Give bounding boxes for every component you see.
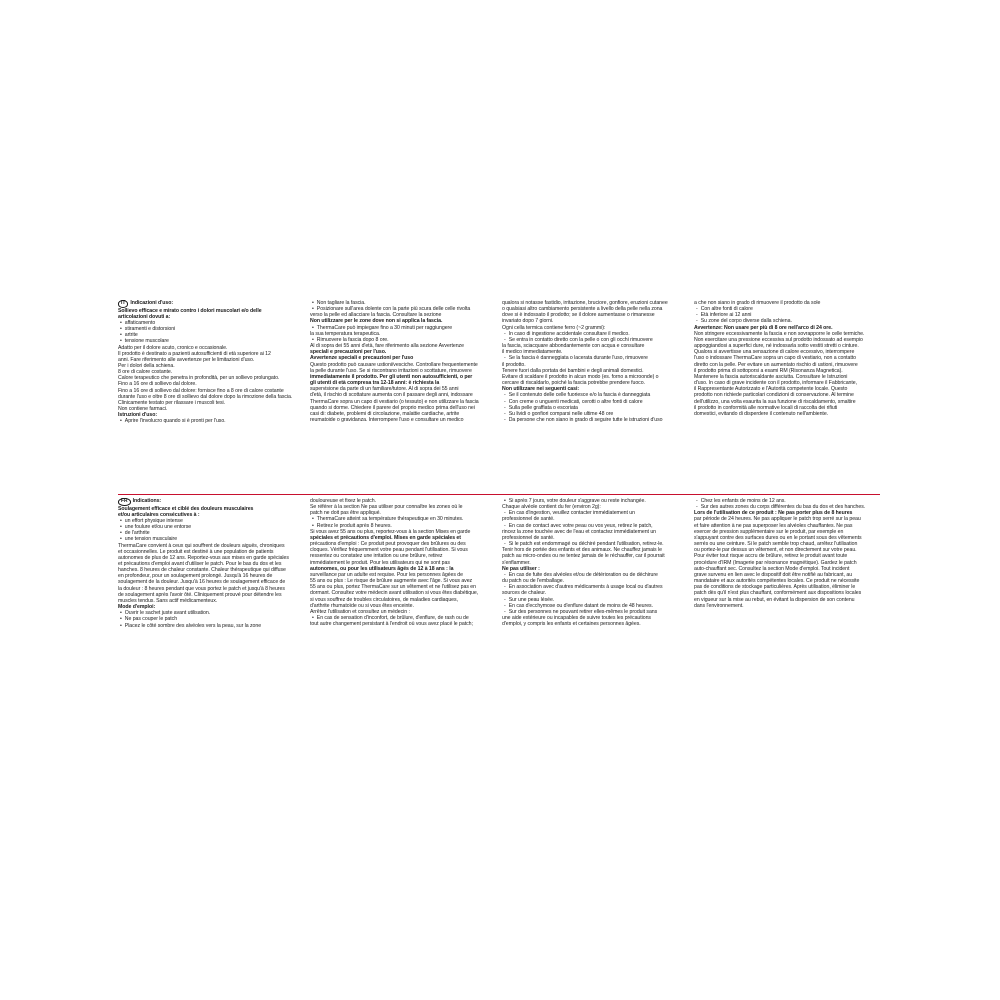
text-line: • stiramenti e distorsioni	[118, 326, 302, 332]
text-line: supervisione da parte di un familiare/tutore. Al di sopra dei 55 anni	[310, 386, 459, 393]
text-line: mandataire et aux autorités compétentes locales. Ce produit ne nécessite	[694, 578, 860, 585]
text-line: Soulagement efficace et ciblé des douleurs musculaires	[118, 505, 254, 512]
text-line: Adatto per il dolore acuto, cronico e occasionale.	[118, 344, 228, 351]
text-line: Ne pas utiliser :	[502, 565, 540, 572]
text-line: Il prodotto è destinato a pazienti autosufficienti di età superiore ai 12	[118, 350, 271, 357]
text-line: il prodotto in conformità alle normative locali di raccolta dei rifiuti	[694, 404, 838, 411]
text-line: Non esercitare una pressione eccessiva sul prodotto indossato ad esempio	[694, 336, 863, 343]
text-line: Non contiene farmaci.	[118, 406, 168, 413]
section-heading	[118, 300, 302, 308]
text-line: • Posizionare sull'area dolente con la parte più scura delle celle rivolta	[310, 306, 494, 312]
text-line: précautions d'emploi : Ce produit peut provoquer des brûlures ou des	[310, 541, 466, 548]
text-line: et/ou articulaires consécutives à :	[118, 511, 200, 518]
section-heading-text: Indicazioni d'uso:	[130, 300, 174, 306]
text-line: • Aprire l'involucro quando si è pronti per l'uso.	[118, 418, 302, 424]
text-line: l'uso o indossare ThermaCare sopra un capo di vestiario, non a contatto	[694, 355, 856, 362]
text-line: s'enflammer.	[502, 559, 531, 566]
text-line: - Da persone che non siano in grado di seguire tutte le istruzioni d'uso	[502, 417, 686, 423]
text-line: o qualsiasi altro cambiamento persistente a livello della pelle nella zona	[502, 306, 663, 313]
text-line: exercer de pression supplémentaire sur le produit, par exemple en	[694, 528, 844, 535]
text-line: serrés ou une ceinture. Si le patch semble trop chaud, arrêtez l'utilisation	[694, 541, 858, 548]
section-heading	[118, 498, 302, 506]
text-line: Non stringere eccessivamente la fascia e non sovrapporre le celle termiche.	[694, 330, 865, 337]
text-line: Calore terapeutico che penetra in profondità, per un sollievo prolungato.	[118, 375, 280, 382]
text-line: immediatamente il prodotto. Per gli utenti non autosufficienti, o per	[310, 373, 473, 380]
text-line: surveillance par un adulte est requise. Pour les personnes âgées de	[310, 571, 463, 578]
text-line: et occasionnelles. Le produit est destiné à une population de patients	[118, 548, 274, 555]
text-line: Non utilizzare per le zone dove non si applica la fascia.	[310, 318, 443, 325]
text-line: 8 ore di calore costante.	[118, 369, 173, 376]
text-line: • Retirez le produit après 8 heures.	[310, 523, 494, 529]
text-line: • une foulure et/ou une entorse	[118, 524, 302, 530]
text-line: qualora si notasse fastidio, irritazione, bruciore, gonfiore, eruzioni cutanee	[502, 300, 668, 306]
text-line: - Se la fascia è danneggiata o lacerata durante l'uso, rimuovere	[502, 355, 686, 361]
text-line: pas de conditions de stockage particulières. Après utilisation, éliminer le	[694, 584, 856, 591]
text-line: - Su zone del corpo diverse dalla schiena.	[694, 318, 878, 324]
text-line: dell'utilizzo, una volta esaurita la sua funzione di riscaldamento, smaltire	[694, 398, 856, 405]
text-line: - Si le patch est endommagé ou déchiré pendant l'utilisation, retirez-le.	[502, 541, 686, 547]
text-line: en profondeur, pour un soulagement prolongé. Jusqu'à 16 heures de	[118, 573, 273, 580]
text-line: durante l'uso e oltre 8 ore di sollievo dal dolore dopo la rimozione della fascia.	[118, 393, 293, 400]
text-line: gli utenti di età compresa tra 12-18 anni: è richiesta la	[310, 380, 440, 387]
text-line: autonomes, ou pour les utilisateurs âgés de 12 à 18 ans : la	[310, 565, 454, 572]
text-line: la douleur : 8 heures pendant que vous portez le patch et jusqu'à 8 heures	[118, 585, 285, 592]
italian-section	[118, 300, 878, 492]
text-line: dove si è indossato il prodotto; se il dolore aumentasse o rimanesse	[502, 312, 655, 319]
text-line: Istruzioni d'uso:	[118, 412, 157, 419]
text-line: il medico immediatamente.	[502, 349, 563, 356]
text-line: 55 ans ou plus : Le risque de brûlure augmente avec l'âge. Si vous avez	[310, 578, 473, 585]
it-column-1	[118, 300, 302, 492]
text-line: douloureuse et fixez le patch.	[310, 498, 376, 504]
text-line: de soulagement après l'avoir ôté. Cliniquement prouvé pour détendre les	[118, 591, 282, 598]
text-line: Questo prodotto può causare ustioni/vesciche. Controllare frequentemente	[310, 361, 478, 368]
section-divider	[118, 494, 880, 495]
text-line: rincez la zone touchée avec de l'eau et contactez immédiatement un	[502, 528, 656, 535]
text-line: il prodotto.	[502, 361, 526, 368]
text-line: si vous souffrez de troubles circulatoires, de maladies cardiaques,	[310, 596, 458, 603]
text-line: du patch ou de l'emballage.	[502, 578, 564, 585]
text-line: Ogni cella termica contiene ferro (~2 grammi):	[502, 324, 606, 331]
text-line: et faire attention à ne pas superposer les alvéoles chauffantes. Ne pas	[694, 522, 853, 529]
text-line: Sollievo efficace e mirato contro i dolori muscolari e/o delle	[118, 307, 262, 314]
it-column-4	[694, 300, 878, 492]
text-line: en vigueur sur la mise au rebut, en évitant la dispersion de son contenu	[694, 596, 855, 603]
text-line: • tensione muscolare	[118, 338, 302, 344]
text-line: - Se entra in contatto diretto con la pelle o con gli occhi rimuovere	[502, 337, 686, 343]
text-line: la fascia, sciacquare abbondantemente con acqua e consultare	[502, 343, 645, 350]
text-line: - En cas de fuite des alvéoles et/ou de détérioration ou de déchirure	[502, 572, 686, 578]
text-line: spéciales et précautions d'emploi. Mises en garde spéciales et	[310, 534, 461, 541]
text-line: domestici, evitando di disperdere il contenuto nell'ambiente.	[694, 410, 829, 417]
text-line: appoggiandosi a superfici dure, né indossarla sotto vestiti stretti o cinture.	[694, 343, 859, 350]
text-line: la sua temperatura terapeutica.	[310, 330, 381, 337]
text-line: hanches. 8 heures de chaleur constante. Chaleur thérapeutique qui diffuse	[118, 567, 286, 574]
text-line: prodotto non richiede particolari condizioni di conservazione. Al termine	[694, 392, 854, 399]
text-line: il Rappresentante Autorizzato e l'Autorità competente locale. Questo	[694, 386, 848, 393]
fr-column-1	[118, 498, 302, 700]
text-line: • artrite	[118, 332, 302, 338]
text-line: anni. Fare riferimento alle avvertenze per le limitazioni d'uso.	[118, 356, 255, 363]
text-line: - Sur une peau lésée.	[502, 597, 686, 603]
text-line: Al di sopra dei 55 anni d'età, fare riferimento alla sezione Avvertenze	[310, 343, 464, 350]
text-line: a che non siano in grado di rimuovere il prodotto da sole	[694, 300, 821, 306]
text-line: reumatoide o gravidanza. Interrompere l'uso e consultare un medico	[310, 416, 464, 423]
text-line: dans l'environnement.	[694, 602, 744, 609]
text-line: • Placez le côté sombre des alvéoles vers la peau, sur la zone	[118, 623, 302, 629]
text-line: Mode d'emploi:	[118, 604, 156, 611]
text-line: d'emploi, y compris les enfants et certaines personnes âgées.	[502, 621, 641, 628]
instruction-leaflet	[118, 300, 878, 700]
text-line: professionnel de santé.	[502, 534, 555, 541]
text-line: • de l'arthrite	[118, 530, 302, 536]
text-line: procédure d'IRM (Imagerie par résonance magnétique). Gardez le patch	[694, 559, 857, 566]
text-line: Se référer à la section Ne pas utiliser pour connaître les zones où le	[310, 504, 463, 511]
text-line: par période de 24 heures. Ne pas appliquer le patch trop serré sur la peau	[694, 516, 861, 523]
text-line: d'arthrite rhumatoïde ou si vous êtes enceinte.	[310, 602, 414, 609]
text-line: - En cas d'ecchymose ou d'enflure datant de moins de 48 heures.	[502, 603, 686, 609]
language-badge: IT	[118, 300, 128, 308]
text-line: ThermaCare sopra un capo di vestiario (o tessuto) e non utilizzare la fascia	[310, 398, 479, 405]
text-line: diretto con la pelle. Per evitare un aumentato rischio di ustioni, rimuovere	[694, 361, 858, 368]
text-line: une aide extérieure ou incapables de suivre toutes les précautions	[502, 614, 651, 621]
text-line: - Con creme o unguenti medicati, cerotti o altre fonti di calore	[502, 399, 686, 405]
text-line: professionnel de santé.	[502, 516, 555, 523]
text-line: ressentez ou constatez une irritation ou une brûlure, retirez	[310, 553, 443, 560]
text-line: - In caso di ingestione accidentale consultare il medico.	[502, 331, 686, 337]
text-line: • affaticamento	[118, 320, 302, 326]
text-line: • Ouvrir le sachet juste avant utilisation.	[118, 610, 302, 616]
text-line: tout autre changement persistant à l'endroit où vous avez placé le patch;	[310, 621, 473, 628]
text-line: patch ne doit pas être appliqué.	[310, 510, 381, 517]
text-line: - Su lividi o gonfiori comparsi nelle ultime 48 ore	[502, 411, 686, 417]
text-line: Qualora si avvertisse una sensazione di calore eccessivo, interrompere	[694, 349, 855, 356]
text-line: • En cas de sensation d'inconfort, de brûlure, d'enflure, de rash ou de	[310, 615, 494, 621]
text-line: immédiatement le produit. Pour les utilisateurs qui ne sont pas	[310, 559, 450, 566]
text-line: - Con altre fonti di calore	[694, 306, 878, 312]
text-line: d'età, il rischio di scottature aumenta con il passare degli anni, indossare	[310, 392, 473, 399]
text-line: Si vous avez 55 ans ou plus, reportez-vous à la section Mises en garde	[310, 528, 471, 535]
text-line: Tenir hors de portée des enfants et des animaux. Ne chauffez jamais le	[502, 547, 662, 554]
text-line: 55 ans ou plus, portez ThermaCare sur un vêtement et ne l'utilisez pas en	[310, 584, 476, 591]
text-line: Arrêtez l'utilisation et consultez un médecin :	[310, 608, 410, 615]
text-line: Lors de l'utilisation de ce produit : Ne pas porter plus de 8 heures	[694, 510, 853, 517]
text-line: casi di: diabete, problemi di circolazione, malattie cardiache, artrite	[310, 410, 460, 417]
text-line: - Sulla pelle graffiata o escoriata	[502, 405, 686, 411]
text-line: • Ne pas couper le patch	[118, 616, 302, 622]
text-line: sources de chaleur.	[502, 590, 547, 597]
text-line: Avvertenze speciali e precauzioni per l'uso	[310, 355, 414, 362]
text-line: - En association avec d'autres médicaments à usage local ou d'autres	[502, 584, 686, 590]
text-line: • Non tagliare la fascia.	[310, 300, 494, 306]
text-line: - Sur des autres zones du corps différentes du bas du dos et des hanches.	[694, 504, 878, 510]
text-line: la pelle durante l'uso. Se si riscontrano irritazioni o scottature, rimuovere	[310, 367, 472, 374]
text-line: il prodotto prima di sottoporsi a esami RM (Risonanza Magnetica).	[694, 367, 843, 374]
text-line: ou portez-le par dessus un vêtement, et non directement sur votre peau.	[694, 547, 857, 554]
text-line: Fino a 16 ore di sollievo dal dolore: forniscе fino a 8 ore di calore costante	[118, 387, 284, 394]
text-line: Non utilizzare nei seguenti casi:	[502, 386, 580, 393]
text-line: Evitare di scaldare il prodotto in alcun modo (es. forno a microonde) o	[502, 373, 659, 380]
it-column-3	[502, 300, 686, 492]
text-line: soulagement de la douleur. Jusqu'à 16 heures de soulagement efficace de	[118, 579, 286, 586]
text-line: quando si dorme. Chiedere il parere del proprio medico prima dell'uso nei	[310, 404, 475, 411]
text-line: Fino a 16 ore di sollievo dal dolore.	[118, 381, 197, 388]
text-line: Mantenere la fascia autoriscaldante asciutta. Consultare le Istruzioni	[694, 373, 848, 380]
text-line: - Se il contenuto delle celle fuoriesce e/o la fascia è danneggiata	[502, 392, 686, 398]
fr-column-3	[502, 498, 686, 700]
text-line: patch dès qu'il n'est plus chauffant, conformément aux dispositions locales	[694, 590, 862, 597]
text-line: • Si après 7 jours, votre douleur s'aggrave ou reste inchangée.	[502, 498, 686, 504]
text-line: patch au micro-ondes ou ne tentez jamais de le réchauffer, car il pourrait	[502, 553, 665, 560]
text-line: articolazioni dovuti a:	[118, 313, 171, 320]
text-line: Avvertenze: Non usare per più di 8 ore nell'arco di 24 ore.	[694, 324, 833, 331]
text-line: invariato dopo 7 giorni.	[502, 318, 554, 325]
text-line: Per i dolori della schiena.	[118, 363, 175, 369]
language-badge: FR	[118, 498, 131, 506]
text-line: muscles tendus. Sans actif médicamenteux.	[118, 597, 218, 604]
text-line: speciali e precauzioni per l'uso.	[310, 349, 387, 356]
text-line: - Chez les enfants de moins de 12 ans.	[694, 498, 878, 504]
text-line: s'appuyant contre des surfaces dures ou en le portant sous des vêtements	[694, 534, 862, 541]
text-line: autonomes de plus de 12 ans. Reportez-vous aux mises en garde spéciales	[118, 554, 289, 561]
text-line: Chaque alvéole contient du fer (environ 2g):	[502, 504, 601, 511]
text-line: Pour éviter tout risque accru de brûlure, retirez le produit avant toute	[694, 553, 848, 560]
text-line: - En cas de contact avec votre peau ou vos yeux, retirez le patch,	[502, 523, 686, 529]
text-line: verso la pelle ed allacciare la fascia. Consultare la sezione	[310, 312, 442, 319]
text-line: d'uso. In caso di grave incidente con il prodotto, informare il Fabbricante,	[694, 380, 857, 387]
text-line: • Rimuovere la fascia dopo 8 ore.	[310, 337, 494, 343]
text-line: • une tension musculaire	[118, 536, 302, 542]
section-heading-text: Indications:	[132, 498, 162, 504]
text-line: Clinicamente testato per rilassare i muscoli tesi.	[118, 399, 226, 406]
fr-column-2	[310, 498, 494, 700]
text-line: - Sur des personnes ne pouvant retirer elles-mêmes le produit sans	[502, 609, 686, 615]
text-line: et précautions d'emploi avant d'utiliser le patch. Pour le bas du dos et les	[118, 561, 282, 567]
text-line: ThermaCare convient à ceux qui souffrent de douleurs aiguës, chroniques	[118, 542, 285, 549]
it-column-2	[310, 300, 494, 492]
text-line: • ThermaCare atteint sa température thérapeutique en 30 minutes.	[310, 516, 494, 522]
text-line: cercare di riscaldarlo, poiché la fascia potrebbe prendere fuoco.	[502, 380, 645, 387]
text-line: • un effort physique intense	[118, 518, 302, 524]
fr-column-4	[694, 498, 878, 700]
text-line: cloques. Vérifiez fréquemment votre peau pendant l'utilisation. Si vous	[310, 547, 468, 554]
text-line: • ThermaCare può impiegare fino a 30 minuti per raggiungere	[310, 325, 494, 331]
text-line: - En cas d'ingestion, veuillez contacter immédiatement un	[502, 510, 686, 516]
text-line: dormant. Consultez votre médecin avant utilisation si vous êtes diabétique,	[310, 590, 479, 597]
text-line: grave survenu en lien avec le dispositif doit être notifié au fabricant, au	[694, 571, 853, 578]
text-line: - Età inferiore ai 12 anni	[694, 312, 878, 318]
text-line: Tenere fuori dalla portata dei bambini e degli animali domestici.	[502, 367, 644, 374]
french-section	[118, 498, 878, 700]
text-line: auto-chauffant sec. Consultez la section Mode d'emploi. Tout incident	[694, 565, 850, 572]
